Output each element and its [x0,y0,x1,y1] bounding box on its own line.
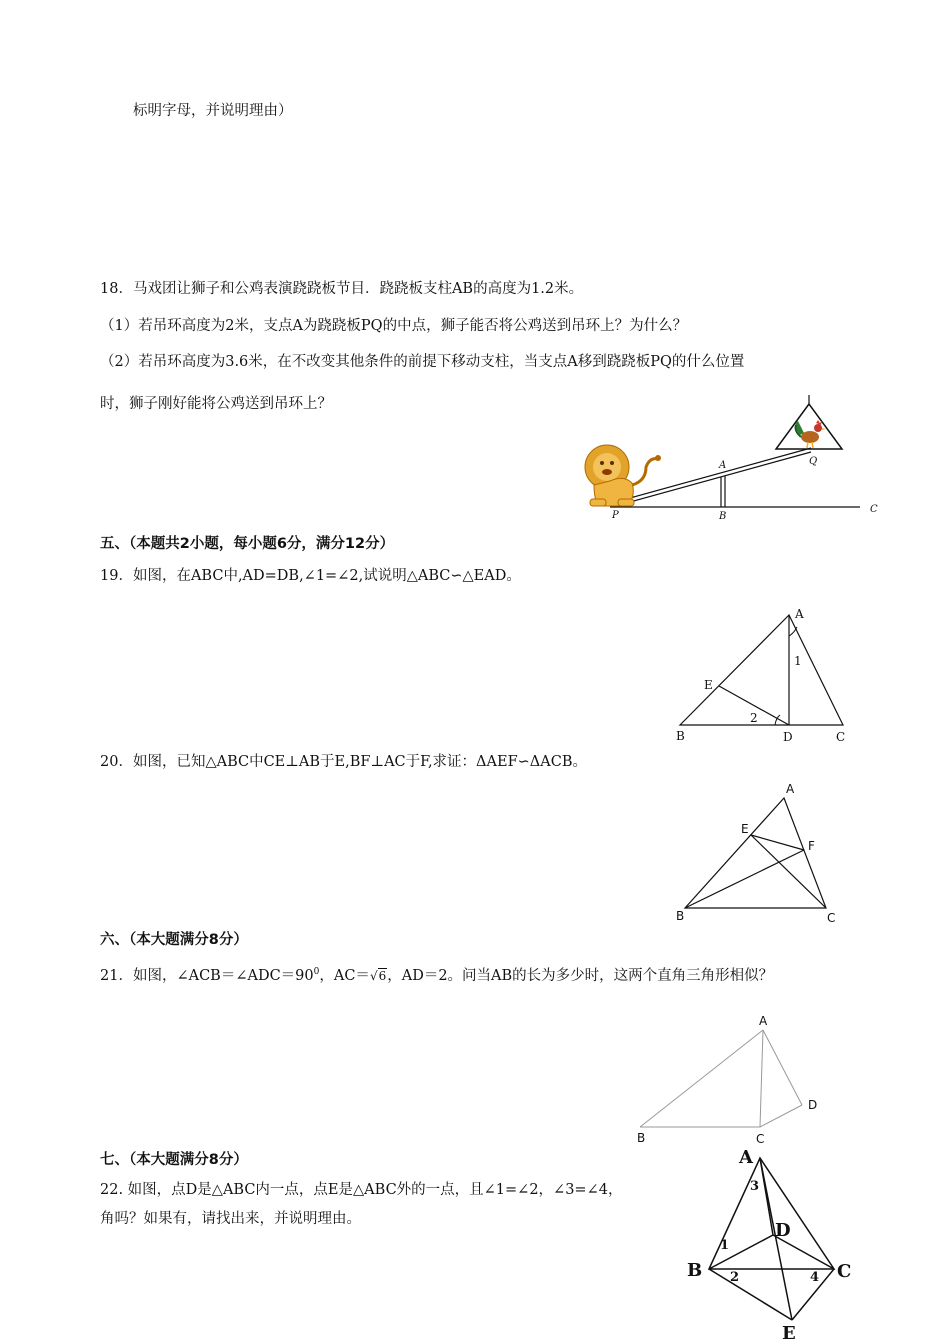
label-D: D [783,730,793,744]
label-D: D [775,1220,791,1241]
label-angle-2: 2 [730,1270,740,1285]
triangle-ABC [685,798,826,908]
q21-text [100,962,773,986]
label-C: C [837,1261,852,1282]
segment-BE [709,1269,792,1320]
q18-seesaw-figure [580,395,890,525]
label-P: P [612,510,619,521]
q21-text-a: 21．如图，∠ACB＝∠ADC＝90 [100,967,314,984]
label-A: A [786,782,795,796]
q21-text-c: ，AD＝2。问当AB的长为多少时，这两个直角三角形相似？ [387,967,774,984]
label-angle-2: 2 [750,711,758,725]
triangle-ABC [680,615,843,725]
q17-tail-text: 标明字母，并说明理由） [133,103,293,119]
label-angle-1: 1 [720,1238,730,1253]
label-A: A [795,607,804,621]
angle-1-arc [789,627,797,636]
q18-stem: 18．马戏团让狮子和公鸡表演跷跷板节目．跷跷板支柱AB的高度为1.2米。 [100,281,584,297]
q22-text-continued: 角吗？如果有，请找出来，并说明理由。 [100,1211,361,1227]
rooster-icon [795,420,826,448]
label-D: D [808,1098,818,1112]
q22-text: 22. 如图，点D是△ABC内一点，点E是△ABC外的一点，且∠1=∠2，∠3=∠4， [100,1182,623,1198]
label-angle-3: 3 [750,1179,760,1194]
label-angle-4: 4 [810,1270,820,1285]
label-A: A [739,1147,753,1168]
label-C: C [836,730,846,744]
label-B: B [637,1131,646,1145]
segment-DC [760,1105,802,1127]
segment-AC [760,1030,763,1127]
label-C: C [870,504,878,515]
sqrt-radicand: 6 [378,968,387,983]
label-F: F [808,839,815,853]
label-A: A [759,1014,768,1028]
label-B: B [719,511,727,522]
label-B: B [676,729,685,743]
q18-part1: （1）若吊环高度为2米，支点A为跷跷板PQ的中点，狮子能否将公鸡送到吊环上？为什么？ [100,318,688,334]
label-angle-1: 1 [794,654,802,668]
label-E: E [704,678,713,692]
q19-triangle-figure [670,600,860,745]
q21-text-b: ，AC＝ [319,967,370,984]
label-Q: Q [809,456,818,467]
q21-right-triangles-figure [630,1010,830,1150]
section-5-heading: 五、（本题共2小题，每小题6分，满分12分） [100,536,395,552]
segment-AD [763,1030,802,1105]
section-7-heading: 七、（本大题满分8分） [100,1152,248,1168]
sqrt-six: √6 [369,968,387,983]
q18-part2-continued: 时，狮子刚好能将公鸡送到吊环上？ [100,396,332,412]
label-C: C [756,1132,765,1146]
q18-part2: （2）若吊环高度为3.6米，在不改变其他条件的前提下移动支柱，当支点A移到跷跷板PQ的什么位置 [100,354,745,370]
q22-triangle-figure [682,1142,862,1342]
segment-BD [709,1235,773,1269]
segment-BF [685,850,804,908]
label-E: E [741,822,749,836]
q20-triangle-figure [670,780,850,930]
section-6-heading: 六、（本大题满分8分） [100,932,248,948]
label-C: C [827,911,836,925]
label-B: B [687,1260,703,1281]
label-A: A [719,460,727,471]
degree-superscript: 0 [313,967,320,977]
label-B: B [676,909,685,923]
q19-text: 19．如图，在ABC中,AD=DB,∠1=∠2,试说明△ABC∽△EAD。 [100,568,521,584]
segment-AB [640,1030,763,1127]
label-E: E [782,1323,796,1344]
q20-text: 20．如图，已知△ABC中CE⊥AB于E,BF⊥AC于F,求证：ΔAEF∽ΔACB。 [100,754,587,770]
